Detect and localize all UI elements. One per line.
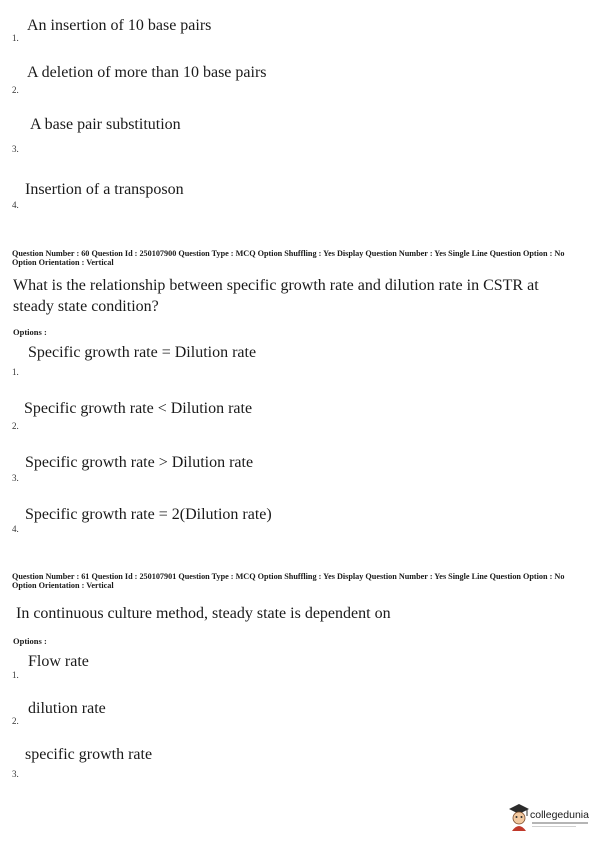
option-text: Specific growth rate < Dilution rate	[24, 400, 253, 417]
option-text: A base pair substitution	[30, 116, 181, 133]
graduate-mascot-icon	[506, 803, 532, 833]
option-number: 3.	[12, 473, 19, 483]
option-text: Flow rate	[28, 653, 89, 670]
question-metadata: Question Number : 60 Question Id : 250107900 Question Type : MCQ Option Shuffling : Yes Display Question Number : Yes Single Line Question Option : No Option Orientation : Vertical	[12, 249, 565, 267]
option-text: dilution rate	[28, 700, 106, 717]
option-number: 4.	[12, 524, 19, 534]
option-text: specific growth rate	[25, 746, 153, 763]
option-number: 2.	[12, 421, 19, 431]
logo-text: collegedunia	[530, 809, 589, 821]
option-number: 2.	[12, 716, 19, 726]
question-metadata: Question Number : 61 Question Id : 250107901 Question Type : MCQ Option Shuffling : Yes Display Question Number : Yes Single Line Question Option : No Option Orientation : Vertical	[12, 572, 565, 590]
option-number: 3.	[12, 144, 19, 154]
options-label: Options :	[13, 636, 47, 646]
option-text: Specific growth rate > Dilution rate	[25, 454, 254, 471]
option-text: Specific growth rate = 2(Dilution rate)	[25, 506, 272, 523]
option-text: A deletion of more than 10 base pairs	[27, 64, 267, 81]
option-number: 1.	[12, 33, 19, 43]
option-text: Insertion of a transposon	[25, 181, 184, 198]
option-number: 4.	[12, 200, 19, 210]
option-text: An insertion of 10 base pairs	[27, 17, 212, 34]
question-text: What is the relationship between specific growth rate and dilution rate in CSTR at steady state condition?	[13, 277, 539, 315]
logo-tagline-line	[532, 822, 588, 824]
option-number: 2.	[12, 85, 19, 95]
options-label: Options :	[13, 327, 47, 337]
option-number: 1.	[12, 670, 19, 680]
option-number: 3.	[12, 769, 19, 779]
option-text: Specific growth rate = Dilution rate	[28, 344, 257, 361]
option-number: 1.	[12, 367, 19, 377]
question-text: In continuous culture method, steady state is dependent on	[16, 605, 391, 622]
collegedunia-logo	[506, 803, 592, 833]
logo-tagline-line	[532, 826, 576, 827]
